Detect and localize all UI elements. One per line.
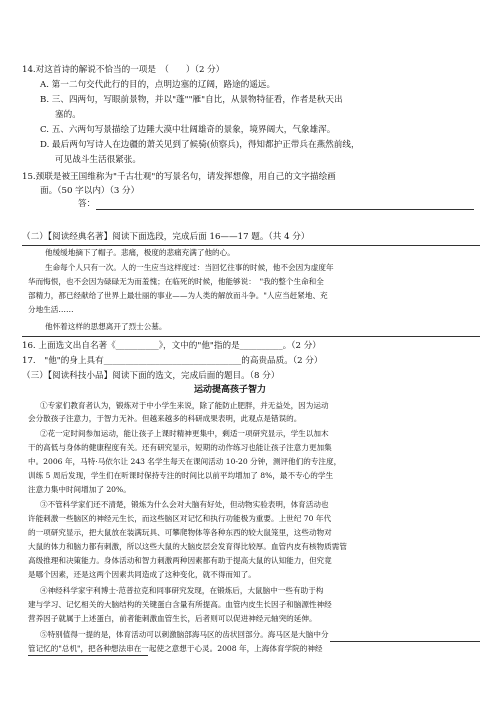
section2-passage-p2-line3: 部精力，都已经献给了世界上最壮丽的事业——为人类的解放而斗争。"人应当赶紧地、充 [28,291,328,300]
section2-passage-p2-line2: 华而悔恨，也不会因为碌碌无为而羞愧；在临死的时候，他能够说： "我的整个生命和全 [28,277,324,286]
article-p1-line2: 会分散孩子注意力，于智力无补。但越来越多的科研成果表明，此观点是错误的。 [28,414,302,423]
article-p4-line2: 建与学习、记忆相关的大脑结构的关键蛋白含量有所提高。血管内皮生长因子和脑源性神经 [28,600,332,609]
article-p1-line1: ①专家们教育者认为，锻炼对于中小学生来说，除了能防止肥胖，并无益处，因为运动 [40,401,329,410]
article-p3-line6: 是哪个因素，还是这两个因素共同造成了这种变化，就不得而知了。 [28,570,256,579]
q16: 16. 上面选文出自名著《__________》，文中的"他"指的是__________。（2 分） [22,341,321,351]
article-p2-line2: 干的高低与身体的健康程度有关。还有研究显示，短期的动作练习也能让孩子注意力更加集 [28,443,332,452]
section2-passage-p3: 他怀着这样的思想离开了烈士公墓。 [45,322,167,331]
section2-header: （二）【阅读经典名著】阅读下面选段，完成后面 16——17 题。（共 4 分） [22,232,310,242]
q17: 17. "他"的身上具有________________________________的高贵品质。（2 分） [22,356,323,366]
article-p5-line2: 管记忆的"总机"，把各种想法串在一起使之意想于心灵。2008 年，上海体育学院的神经 [28,644,323,653]
p5-underline-1 [330,641,480,642]
section3-header: （三）【阅读科技小品】阅读下面的选文，完成后面的题目。（8 分） [22,371,280,381]
article-p3-line3: 的一项研究显示，把大鼠放在装满玩具、可攀爬物体等各种东西的较大鼠笼里，这些动物对 [28,528,332,537]
article-title: 运动提高孩子智力 [194,385,267,395]
q14-option-c: C. 五、六两句写景描绘了边陲大漠中壮阔雄奇的景象，境界阔大，气象雄浑。 [40,125,336,135]
section2-passage-p2-line1: 生命每个人只有一次。人的一生应当这样度过：当回忆往事的时候，他不会因为虚度年 [45,263,334,272]
q15-stem-cont: 面。（50 字以内）（3 分） [40,186,140,196]
q14-option-d: D. 最后两句写诗人在边疆的萧关见到了候骑(侦察兵)，得知都护正带兵在燕然前线， [40,140,360,150]
article-p4-line1: ④神经科学家宇利博士·范普拉克和同事研究发现，在锻炼后，大鼠脑中一些有助于构 [40,586,324,595]
q14-option-a: A. 第一二句交代此行的目的，点明边塞的辽阔，路途的遥远。 [40,80,276,90]
article-p3-line4: 大鼠的体力和脑力都有刺激，所以这些大鼠的大脑皮层会发育得比较厚。血管内皮有核物质需管 [28,542,347,551]
article-p2-line3: 中。2006 年，马特·马依尔让 243 名学生每天在课间活动 10-20 分钟，测评他们的专注度， [28,457,342,466]
article-p5-line1: ⑤特别值得一提的是，体育活动可以刺激脑部海马区的齿状回部分。海马区是大脑中分 [40,630,329,639]
article-p3-line1: ③不管科学家们还不清楚，锻炼为什么会对大脑有好处，但动物实验表明，体育活动也 [40,500,329,509]
article-p2-line5: 注意力集中时间增加了 20%。 [28,485,131,494]
section2-passage-p1: 他缓缓地摘下了帽子。悲痛，极度的悲痛充满了他的心。 [45,248,235,257]
section2-bottom-rule [22,336,480,337]
q14-stem: 14.对这首诗的解说不恰当的一项是 （ ）（2 分） [22,65,225,75]
article-p2-line1: ②花一定时间参加运动，能让孩子上课时精神更集中，剩适一项研究显示，学生以加木 [40,429,329,438]
article-p2-line4: 训练 5 周后发现，学生们在听课时保持专注的时间比以前平均增加了 8%，最不专心的学生 [28,471,334,480]
q14-option-d-cont: 可见战斗生活很紧张。 [55,155,141,165]
article-p3-line5: 高级推理和决策能力。身体活动和智力刺激两种因素都有助于提高大鼠的认知能力，但究竟 [28,556,332,565]
q14-option-b-cont: 塞的。 [55,110,81,120]
article-p4-line3: 营养因子就属于上述蛋白，前者能刺激血管生长，后者则可以促进神经元轴突的延伸。 [28,614,317,623]
q15-answer-label: 答： [78,199,96,209]
q15-answer-line[interactable] [96,209,474,210]
p5-underline-2 [28,655,148,656]
article-p3-line2: 许能刺激一些脑区的神经元生长，而这些脑区对记忆和执行功能极为重要。上世纪 70 年代 [28,514,332,523]
q15-stem: 15.颈联是被王国维称为"千古壮观"的写景名句，请发挥想像，用自己的文字描绘画 [22,172,336,182]
q14-option-b: B. 三、四两句，写眼前景物，并以"蓬""雁"自比，从景物特征看，作者是秋天出 [40,95,343,105]
section2-top-rule [22,245,480,246]
section2-passage-p2-line4: 分地生活…… [28,305,74,314]
